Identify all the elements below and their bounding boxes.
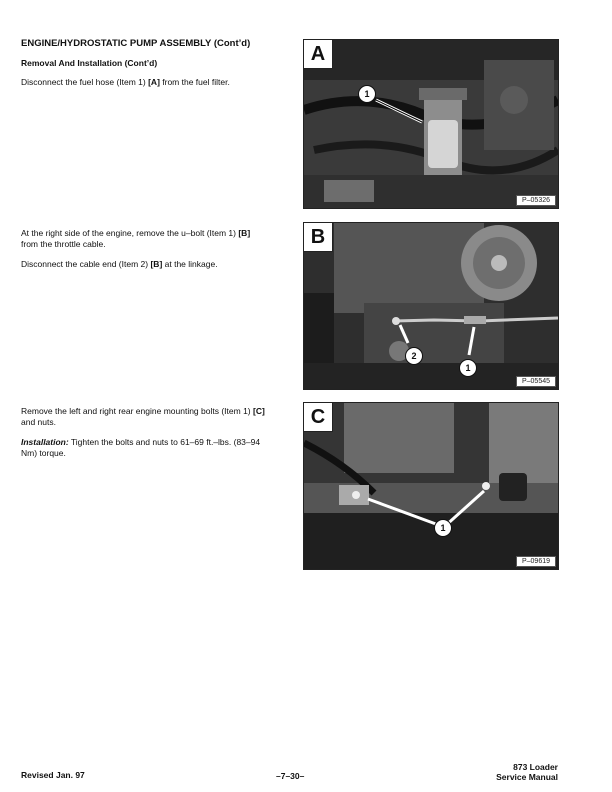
- figure-c-letter: C: [304, 403, 333, 432]
- step-b-text-1-post: from the throttle cable.: [21, 238, 106, 249]
- figure-a-letter: A: [304, 40, 333, 69]
- step-b-text-2: [21, 259, 269, 270]
- engine-mount-image: [304, 403, 558, 569]
- figure-ref-b-2: [B]: [150, 259, 163, 269]
- figure-b-letter: B: [304, 223, 333, 252]
- figure-a-photo-id: P–05326: [516, 195, 556, 206]
- revision-date: Revised Jan. 97: [21, 770, 85, 780]
- figure-ref-c: [C]: [252, 406, 265, 416]
- manual-title-line-1: 873 Loader: [513, 762, 558, 772]
- figure-b-photo: [303, 222, 559, 390]
- figure-a-callout-1: 1: [358, 85, 376, 103]
- step-a-text-post: from the fuel filter.: [159, 77, 230, 87]
- engine-fuel-filter-image: [304, 40, 558, 208]
- throttle-cable-image: [304, 223, 558, 389]
- figure-b-photo-id: P–05545: [516, 376, 556, 387]
- figure-ref-a: [A]: [148, 77, 160, 87]
- step-c-text-1: [21, 406, 269, 427]
- figure-b-callout-1: 1: [459, 359, 477, 377]
- figure-b-callout-2: 2: [405, 347, 423, 365]
- step-c-text-2: [21, 437, 269, 458]
- manual-title: [450, 762, 558, 782]
- installation-text: Tighten the bolts and nuts to 61–69 ft.–lbs. (83–94 Nm) torque.: [21, 437, 261, 458]
- manual-title-line-2: Service Manual: [496, 772, 558, 782]
- step-a-text: [21, 77, 269, 88]
- step-b-text-1: [21, 228, 269, 249]
- figure-c-callout-1: 1: [434, 519, 452, 537]
- step-a-text-pre: Disconnect the fuel hose (Item 1): [21, 77, 149, 87]
- section-subtitle: Removal And Installation (Cont’d): [21, 58, 158, 68]
- figure-ref-b-1: [B]: [238, 228, 251, 238]
- page-number: –7–30–: [276, 771, 305, 781]
- step-c-text-1-post: and nuts.: [21, 416, 56, 427]
- figure-c-photo-id: P–09619: [516, 556, 556, 567]
- step-b-text-2-pre: Disconnect the cable end (Item 2): [21, 259, 151, 269]
- step-c-text-1-pre: Remove the left and right rear engine mounting bolts (Item 1): [21, 406, 253, 416]
- step-b-text-1-pre: At the right side of the engine, remove the u–bolt (Item 1): [21, 228, 239, 238]
- installation-label: Installation:: [21, 437, 69, 447]
- figure-c-photo: [303, 402, 559, 570]
- step-b-text-2-post: at the linkage.: [162, 259, 218, 269]
- section-title: ENGINE/HYDROSTATIC PUMP ASSEMBLY (Cont’d): [21, 38, 251, 49]
- figure-a-photo: [303, 39, 559, 209]
